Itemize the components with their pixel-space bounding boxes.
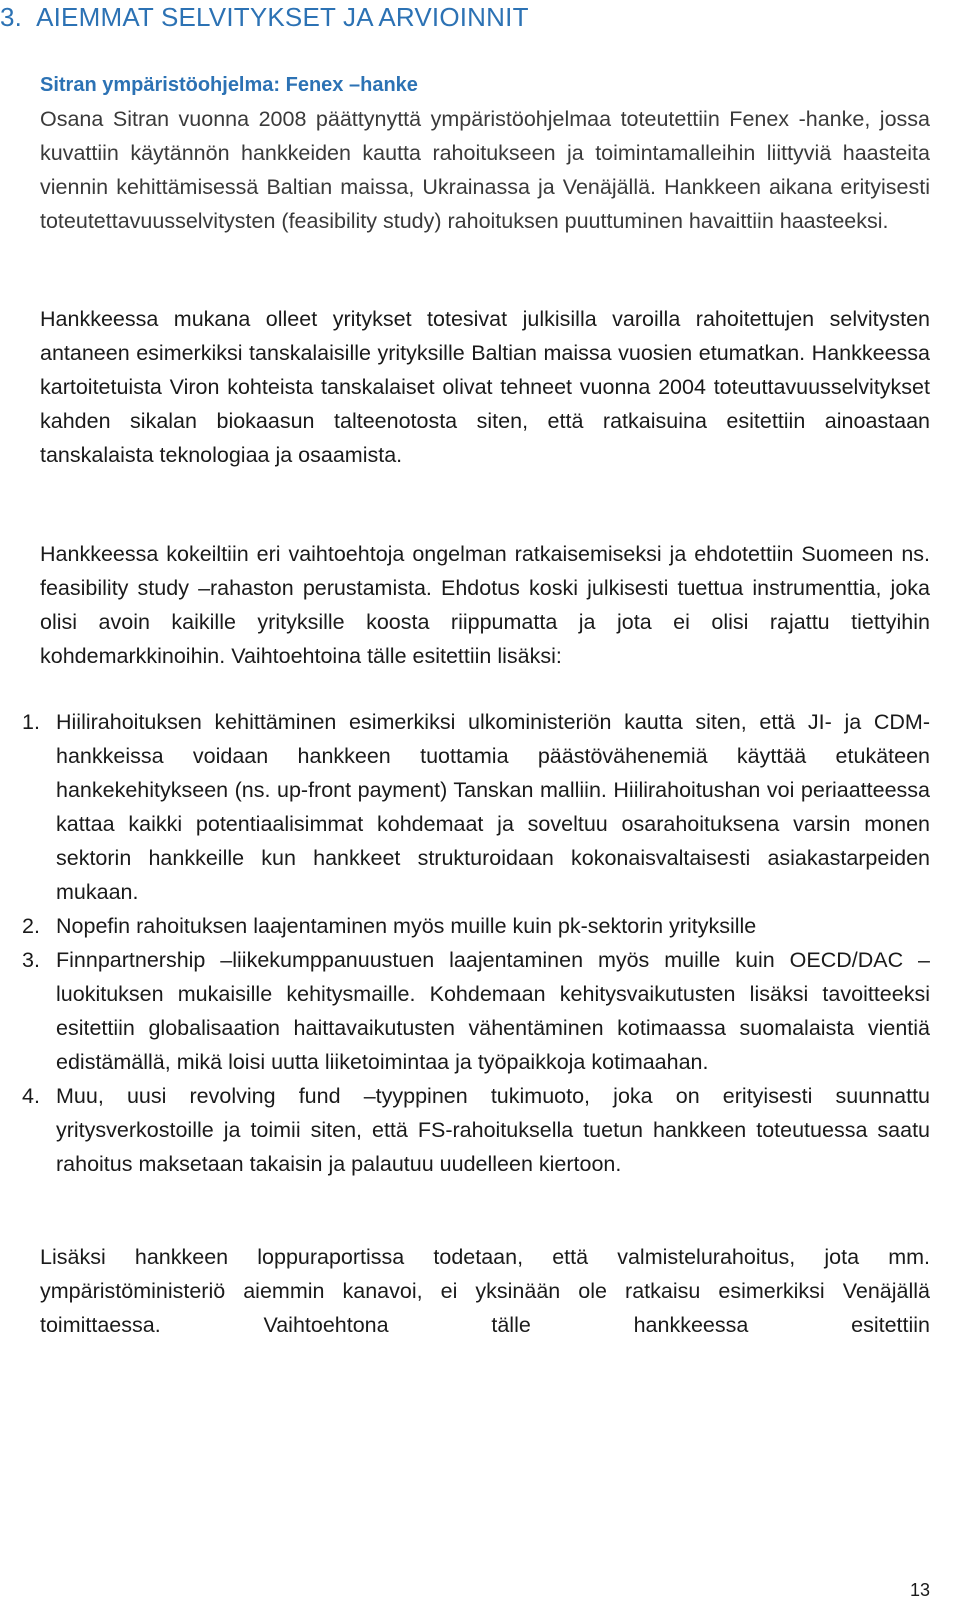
- list-item: [0, 705, 930, 909]
- list-item-text: Finnpartnership –liikekumppanuustuen laajentaminen myös muille kuin OECD/DAC –luokituksen mukaisille kehitysmaille. Kohdemaan kehitysvaikutusten lisäksi tavoitteeksi esitettiin globalisaation haittavaikutusten vähentäminen kotimaassa suomalaista vientiä edistämällä, mikä loisi uutta liiketoimintaa ja työpaikkoja kotimaahan.: [56, 948, 930, 1074]
- section-title: AIEMMAT SELVITYKSET JA ARVIOINNIT: [36, 2, 529, 32]
- paragraph-alternatives: Hankkeessa kokeiltiin eri vaihtoehtoja ongelman ratkaisemiseksi ja ehdotettiin Suomeen ns. feasibility study –rahaston perustamista. Ehdotus koski julkisesti tuettua instrumenttia, joka olisi avoin kaikille yrityksille koosta riippumatta ja jota ei olisi rajattu tiettyihin kohdemarkkinoihin. Vaihtoehtoina tälle esitettiin lisäksi:: [40, 542, 930, 668]
- list-item-text: Nopefin rahoituksen laajentaminen myös muille kuin pk-sektorin yrityksille: [56, 914, 757, 938]
- page-number: 13: [909, 1580, 930, 1600]
- paragraph-intro: Osana Sitran vuonna 2008 päättynyttä ympäristöohjelmaa toteutettiin Fenex -hanke, jossa kuvattiin käytännön hankkeiden kautta rahoitukseen ja toimintamalleihin liittyviä haasteita viennin kehittämisessä Baltian maissa, Ukrainassa ja Venäjällä. Hankkeen aikana erityisesti toteutettavuusselvitysten (feasibility study) rahoituksen puuttuminen havaittiin haasteeksi.: [40, 107, 930, 233]
- paragraph-companies: Hankkeessa mukana olleet yritykset totesivat julkisilla varoilla rahoitettujen selvitysten antaneen esimerkiksi tanskalaisille yrityksille Baltian maissa vuosien etumatkan. Hankkeessa kartoitetuista Viron kohteista tanskalaiset olivat tehneet vuonna 2004 toteuttavuusselvitykset kahden sikalan biokaasun talteenotosta siten, että ratkaisuina esitettiin ainoastaan tanskalaista teknologiaa ja osaamista.: [40, 307, 930, 467]
- list-item-text: Muu, uusi revolving fund –tyyppinen tukimuoto, joka on erityisesti suunnattu yritysverkostoille ja toimii siten, että FS-rahoituksella tuetun hankkeen toteutuessa saatu rahoitus maksetaan takaisin ja palautuu uudelleen kiertoon.: [56, 1084, 930, 1176]
- list-marker: 3.: [22, 948, 40, 972]
- list-item: [0, 909, 930, 943]
- list-item: [0, 943, 930, 1079]
- section-heading: [0, 2, 529, 33]
- list-marker: 4.: [22, 1084, 40, 1108]
- section-number: 3.: [0, 2, 23, 32]
- subsection-heading: Sitran ympäristöohjelma: Fenex –hanke: [40, 74, 418, 96]
- list-marker: 1.: [22, 710, 40, 734]
- paragraph-final-report: Lisäksi hankkeen loppuraportissa todetaan, että valmistelurahoitus, jota mm. ympäristöministeriö aiemmin kanavoi, ei yksinään ole ratkaisu esimerkiksi Venäjällä toimittaessa. Vaihtoehtona tälle hankkeessa esitettiin: [40, 1245, 930, 1337]
- list-item: [0, 1079, 930, 1181]
- alternatives-list: [0, 705, 930, 1181]
- list-marker: 2.: [22, 914, 40, 938]
- list-item-text: Hiilirahoituksen kehittäminen esimerkiksi ulkoministeriön kautta siten, että JI- ja CDM-hankkeissa voidaan hankkeen tuottamia päästövähenemiä käyttää etukäteen hankekehitykseen (ns. up-front payment) Tanskan malliin. Hiilirahoitushan voi periaatteessa kattaa kaikki potentiaalisimmat kohdemaat ja soveltuu osarahoituksena varsin monen sektorin hankkeille kun hankkeet strukturoidaan kokonaisvaltaisesti asiakastarpeiden mukaan.: [56, 710, 930, 904]
